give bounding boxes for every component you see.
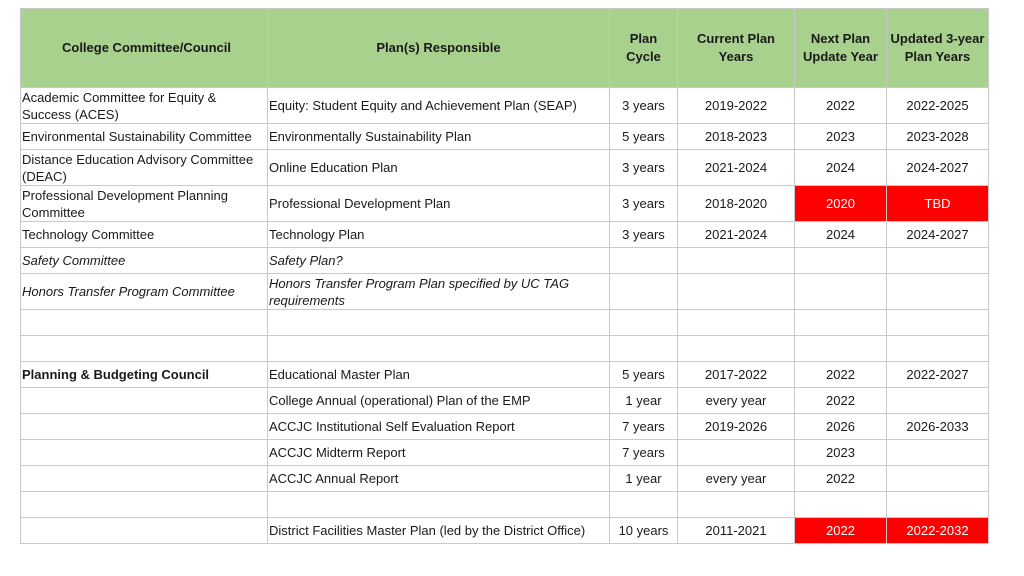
committee-cell: Environmental Sustainability Committee bbox=[21, 124, 268, 150]
next-update-cell bbox=[795, 492, 887, 518]
next-update-cell bbox=[795, 274, 887, 310]
current-years-cell: every year bbox=[678, 388, 795, 414]
cycle-cell: 10 years bbox=[610, 518, 678, 544]
plan-cell bbox=[268, 492, 610, 518]
committee-cell bbox=[21, 440, 268, 466]
next-update-cell: 2023 bbox=[795, 440, 887, 466]
updated-years-cell bbox=[887, 440, 989, 466]
current-years-cell: 2018-2023 bbox=[678, 124, 795, 150]
updated-years-cell: 2024-2027 bbox=[887, 222, 989, 248]
cycle-cell: 3 years bbox=[610, 88, 678, 124]
committee-cell: Distance Education Advisory Committee (DEAC) bbox=[21, 150, 268, 186]
next-update-cell: 2024 bbox=[795, 150, 887, 186]
next-update-cell bbox=[795, 248, 887, 274]
header-plan: Plan(s) Responsible bbox=[268, 9, 610, 88]
table-row bbox=[21, 440, 989, 466]
current-years-cell bbox=[678, 248, 795, 274]
updated-years-cell bbox=[887, 310, 989, 336]
table-row bbox=[21, 222, 989, 248]
header-committee: College Committee/Council bbox=[21, 9, 268, 88]
updated-years-cell: 2022-2025 bbox=[887, 88, 989, 124]
cycle-cell: 1 year bbox=[610, 388, 678, 414]
updated-years-cell bbox=[887, 248, 989, 274]
next-update-cell-overdue: 2022 bbox=[795, 518, 887, 544]
next-update-cell: 2022 bbox=[795, 466, 887, 492]
table-row bbox=[21, 362, 989, 388]
table-row bbox=[21, 414, 989, 440]
plan-cell: College Annual (operational) Plan of the EMP bbox=[268, 388, 610, 414]
current-years-cell: every year bbox=[678, 466, 795, 492]
current-years-cell: 2021-2024 bbox=[678, 150, 795, 186]
current-years-cell: 2021-2024 bbox=[678, 222, 795, 248]
plan-cell: District Facilities Master Plan (led by the District Office) bbox=[268, 518, 610, 544]
committee-cell bbox=[21, 466, 268, 492]
header-next-update: Next Plan Update Year bbox=[795, 9, 887, 88]
next-update-cell: 2022 bbox=[795, 388, 887, 414]
plan-cell: Safety Plan? bbox=[268, 248, 610, 274]
current-years-cell: 2017-2022 bbox=[678, 362, 795, 388]
current-years-cell bbox=[678, 440, 795, 466]
current-years-cell bbox=[678, 310, 795, 336]
updated-years-cell bbox=[887, 274, 989, 310]
cycle-cell bbox=[610, 492, 678, 518]
current-years-cell: 2011-2021 bbox=[678, 518, 795, 544]
current-years-cell: 2019-2022 bbox=[678, 88, 795, 124]
cycle-cell bbox=[610, 248, 678, 274]
cycle-cell: 3 years bbox=[610, 186, 678, 222]
current-years-cell: 2018-2020 bbox=[678, 186, 795, 222]
committee-cell bbox=[21, 518, 268, 544]
cycle-cell: 1 year bbox=[610, 466, 678, 492]
committee-cell: Academic Committee for Equity & Success (ACES) bbox=[21, 88, 268, 124]
cycle-cell bbox=[610, 274, 678, 310]
next-update-cell: 2022 bbox=[795, 88, 887, 124]
plan-cell: Online Education Plan bbox=[268, 150, 610, 186]
updated-years-cell bbox=[887, 388, 989, 414]
header-updated-years: Updated 3-year Plan Years bbox=[887, 9, 989, 88]
updated-years-cell-overdue: TBD bbox=[887, 186, 989, 222]
committee-cell bbox=[21, 492, 268, 518]
header-cycle: Plan Cycle bbox=[610, 9, 678, 88]
next-update-cell: 2026 bbox=[795, 414, 887, 440]
cycle-cell bbox=[610, 310, 678, 336]
committee-cell bbox=[21, 336, 268, 362]
table-row bbox=[21, 310, 989, 336]
updated-years-cell-overdue: 2022-2032 bbox=[887, 518, 989, 544]
plan-cell bbox=[268, 336, 610, 362]
updated-years-cell bbox=[887, 336, 989, 362]
cycle-cell: 3 years bbox=[610, 222, 678, 248]
plan-cell: ACCJC Annual Report bbox=[268, 466, 610, 492]
plan-cell: Equity: Student Equity and Achievement Plan (SEAP) bbox=[268, 88, 610, 124]
table-row bbox=[21, 186, 989, 222]
table-row bbox=[21, 466, 989, 492]
committee-cell bbox=[21, 310, 268, 336]
committee-cell: Planning & Budgeting Council bbox=[21, 362, 268, 388]
next-update-cell bbox=[795, 310, 887, 336]
updated-years-cell bbox=[887, 466, 989, 492]
committee-cell: Professional Development Planning Committee bbox=[21, 186, 268, 222]
committee-cell: Honors Transfer Program Committee bbox=[21, 274, 268, 310]
header-row bbox=[21, 9, 989, 88]
plans-table bbox=[20, 8, 989, 544]
current-years-cell bbox=[678, 274, 795, 310]
header-current-years: Current Plan Years bbox=[678, 9, 795, 88]
plan-cell: Honors Transfer Program Plan specified by UC TAG requirements bbox=[268, 274, 610, 310]
cycle-cell: 7 years bbox=[610, 414, 678, 440]
plan-cell: ACCJC Institutional Self Evaluation Report bbox=[268, 414, 610, 440]
next-update-cell: 2024 bbox=[795, 222, 887, 248]
table-row bbox=[21, 248, 989, 274]
table-row bbox=[21, 492, 989, 518]
cycle-cell: 5 years bbox=[610, 124, 678, 150]
current-years-cell: 2019-2026 bbox=[678, 414, 795, 440]
updated-years-cell: 2024-2027 bbox=[887, 150, 989, 186]
updated-years-cell: 2022-2027 bbox=[887, 362, 989, 388]
updated-years-cell bbox=[887, 492, 989, 518]
table-row bbox=[21, 336, 989, 362]
cycle-cell: 7 years bbox=[610, 440, 678, 466]
plan-cell: Technology Plan bbox=[268, 222, 610, 248]
table-row bbox=[21, 388, 989, 414]
committee-cell bbox=[21, 388, 268, 414]
table-row bbox=[21, 274, 989, 310]
committee-cell: Technology Committee bbox=[21, 222, 268, 248]
plan-cell: ACCJC Midterm Report bbox=[268, 440, 610, 466]
table-row bbox=[21, 88, 989, 124]
plan-cell bbox=[268, 310, 610, 336]
next-update-cell: 2022 bbox=[795, 362, 887, 388]
current-years-cell bbox=[678, 336, 795, 362]
table-row bbox=[21, 150, 989, 186]
table-row bbox=[21, 518, 989, 544]
updated-years-cell: 2026-2033 bbox=[887, 414, 989, 440]
table-row bbox=[21, 124, 989, 150]
plan-cell: Environmentally Sustainability Plan bbox=[268, 124, 610, 150]
plan-cell: Professional Development Plan bbox=[268, 186, 610, 222]
cycle-cell: 3 years bbox=[610, 150, 678, 186]
next-update-cell bbox=[795, 336, 887, 362]
next-update-cell-overdue: 2020 bbox=[795, 186, 887, 222]
cycle-cell: 5 years bbox=[610, 362, 678, 388]
committee-cell bbox=[21, 414, 268, 440]
updated-years-cell: 2023-2028 bbox=[887, 124, 989, 150]
next-update-cell: 2023 bbox=[795, 124, 887, 150]
plan-cell: Educational Master Plan bbox=[268, 362, 610, 388]
committee-cell: Safety Committee bbox=[21, 248, 268, 274]
cycle-cell bbox=[610, 336, 678, 362]
current-years-cell bbox=[678, 492, 795, 518]
